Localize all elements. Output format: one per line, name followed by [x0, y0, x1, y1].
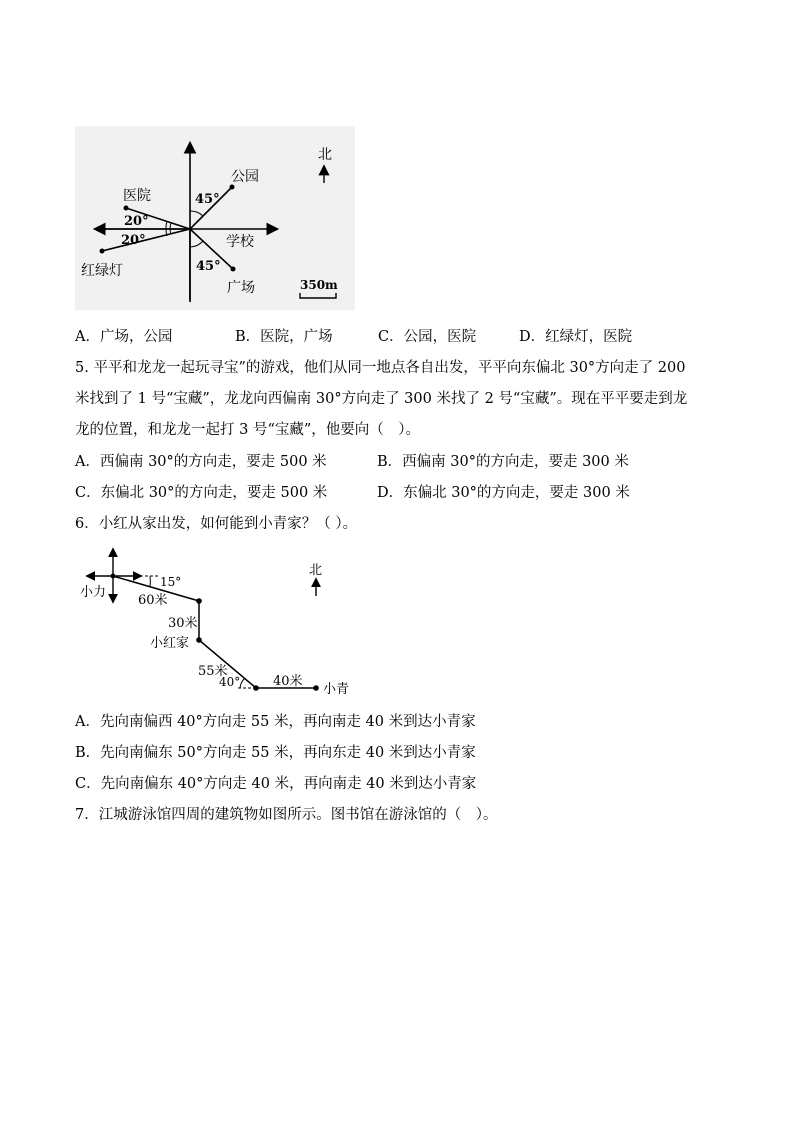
q6-stem: 6．小红从家出发，如何能到小青家？（ ）。 — [75, 516, 358, 532]
q5-stem-line3: 龙的位置，和龙龙一起打 3 号“宝藏”，他要向（ ）。 — [75, 422, 421, 438]
q5-option-d[interactable]: D．东偏北 30°的方向走，要走 300 米 — [377, 485, 630, 501]
label-xiaohong: 小红家 — [150, 636, 190, 651]
point-square — [231, 267, 236, 272]
point-hospital — [124, 206, 129, 211]
label-angle-traffic: 20° — [121, 233, 146, 248]
q5-option-b[interactable]: B．西偏南 30°的方向走，要走 300 米 — [377, 454, 629, 470]
label-angle15: 15° — [160, 575, 182, 589]
arc-hospital — [166, 221, 167, 229]
arc-square — [190, 241, 203, 247]
ray-traffic-light — [102, 229, 190, 251]
q6-option-b[interactable]: B．先向南偏东 50°方向走 55 米，再向东走 40 米到达小青家 — [75, 745, 476, 761]
q7-stem: 7．江城游泳馆四周的建筑物如图所示。图书馆在游泳馆的（ ）。 — [75, 807, 498, 823]
label-d60: 60米 — [138, 593, 168, 608]
figure1-direction-map — [0, 0, 794, 330]
label-angle40: 40° — [219, 675, 241, 689]
label-d55: 55米 — [198, 664, 228, 679]
label-angle-park: 45° — [195, 192, 220, 207]
q4-option-b[interactable]: B．医院，广场 — [235, 329, 333, 345]
q5-option-a[interactable]: A．西偏南 30°的方向走，要走 500 米 — [75, 454, 327, 470]
q4-option-d[interactable]: D．红绿灯，医院 — [519, 329, 633, 345]
label-xiaoqing: 小青 — [323, 682, 350, 697]
label-park: 公园 — [231, 169, 259, 185]
figure2-route-map — [0, 540, 794, 705]
q5-stem-line1: 5. 平平和龙龙一起玩寻宝”的游戏，他们从同一地点各自出发，平平向东偏北 30°方向走了 200 — [75, 360, 686, 376]
label-school: 学校 — [226, 234, 254, 250]
scale-bar — [300, 293, 336, 298]
q6-option-c[interactable]: C．先向南偏东 40°方向走 40 米，再向南走 40 米到达小青家 — [75, 776, 477, 792]
label-d40: 40米 — [273, 674, 303, 689]
label-d30: 30米 — [168, 616, 198, 631]
q5-option-c[interactable]: C．东偏北 30°的方向走，要走 500 米 — [75, 485, 328, 501]
arc-hospital-inner — [170, 223, 171, 229]
q4-option-a[interactable]: A．广场，公园 — [75, 329, 173, 345]
q6-option-a[interactable]: A．先向南偏西 40°方向走 55 米，再向南走 40 米到达小青家 — [75, 714, 476, 730]
label-scale: 350m — [300, 278, 338, 292]
label-square: 广场 — [227, 280, 255, 296]
label-north: 北 — [318, 147, 332, 163]
point-xiaoqing — [313, 685, 319, 691]
arc-park — [190, 211, 203, 216]
arc-40 — [240, 678, 245, 688]
label-angle-square: 45° — [196, 259, 221, 274]
label-xiaoli: 小力 — [80, 585, 107, 600]
point-park — [230, 185, 235, 190]
point-traffic-light — [100, 249, 105, 254]
label-angle-hospital: 20° — [124, 214, 149, 229]
label-hospital: 医院 — [123, 188, 151, 204]
q4-option-c[interactable]: C．公园，医院 — [378, 329, 477, 345]
q5-stem-line2: 米找到了 1 号“宝藏”，龙龙向西偏南 30°方向走了 300 米找了 2 号“宝藏”。现在平平要走到龙 — [75, 391, 688, 407]
label-traffic-light: 红绿灯 — [81, 263, 123, 279]
label-north-2: 北 — [309, 563, 323, 578]
